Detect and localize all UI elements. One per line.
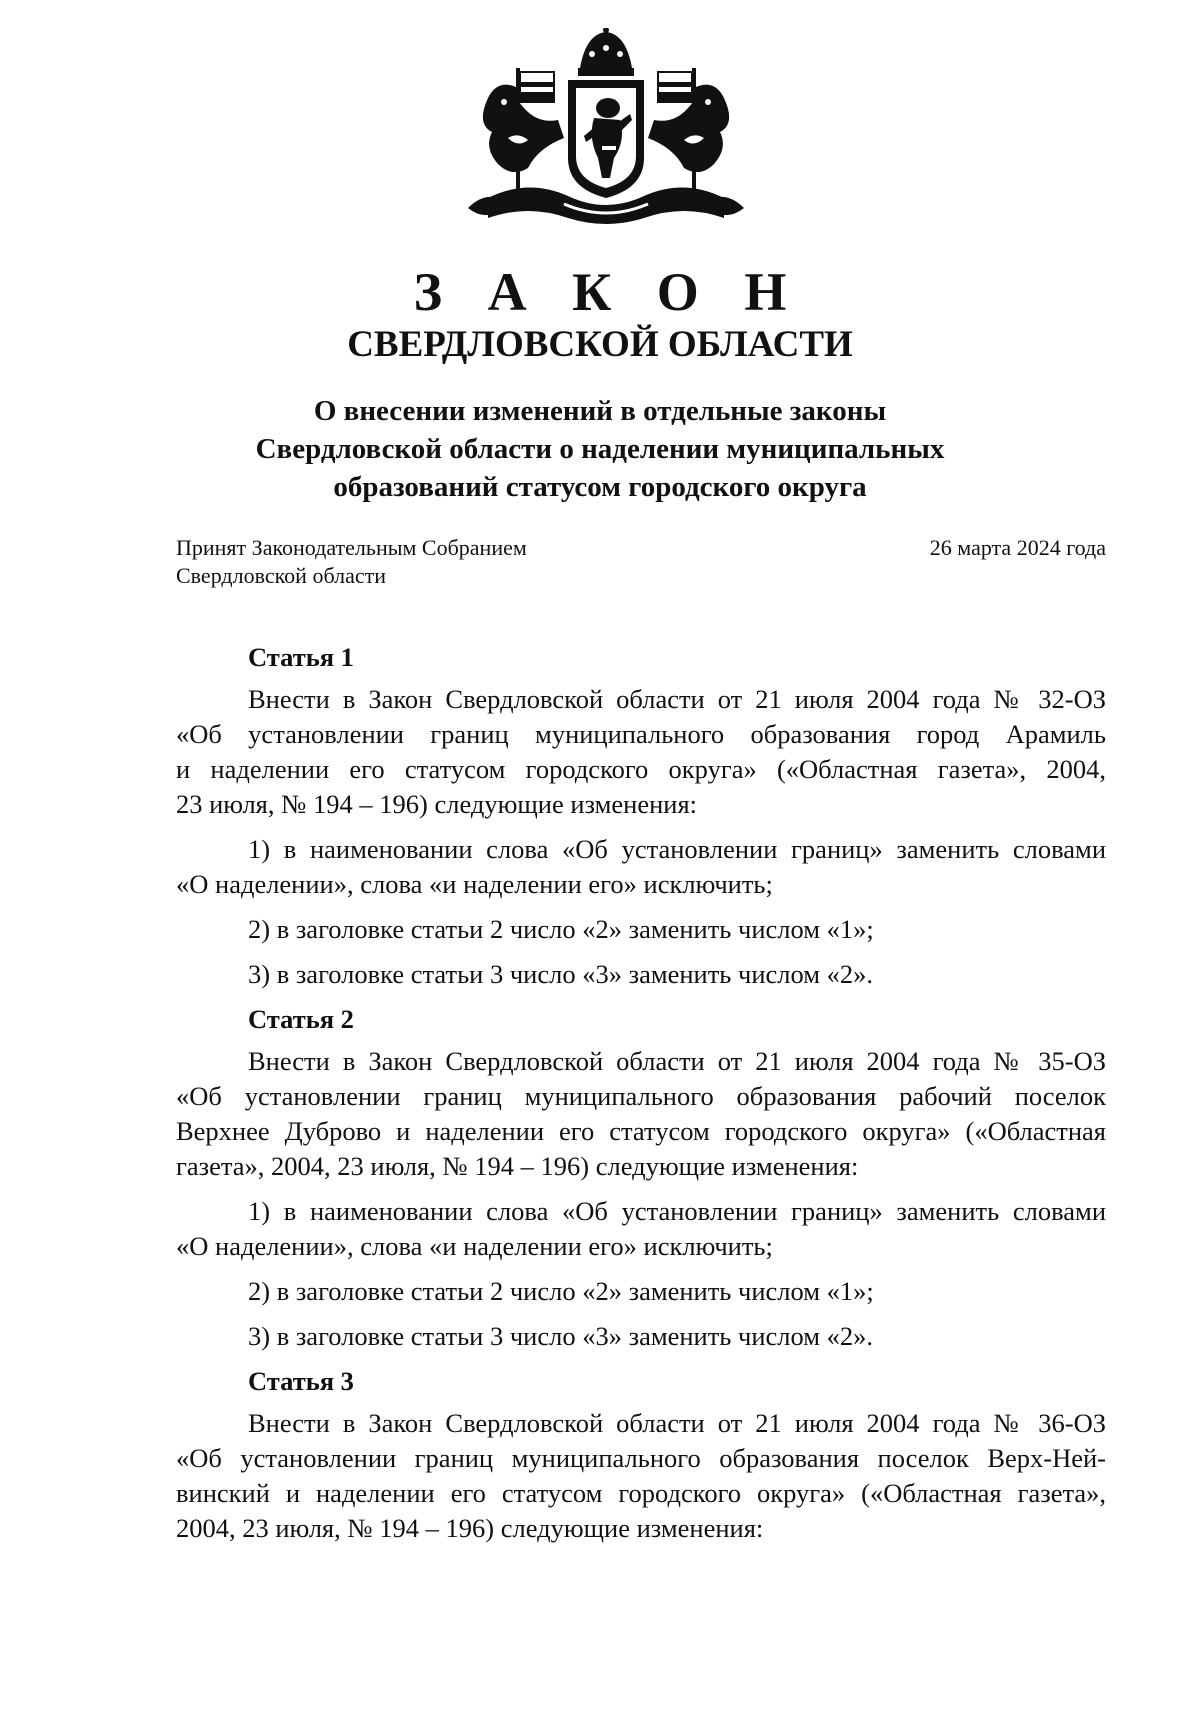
text-line: Внести в Закон Свердловской области от 21 июля 2004 года № 35-ОЗ [248, 1046, 1106, 1076]
region-subtitle: СВЕРДЛОВСКОЙ ОБЛАСТИ [347, 324, 853, 365]
text-line: 23 июля, № 194 – 196) следующие изменения: [176, 789, 698, 819]
list-item [176, 1194, 1106, 1264]
adoption-line: Принят Законодательным Собранием [176, 535, 527, 560]
text-line: и наделении его статусом городского округа» («Областная газета», 2004, [176, 754, 1106, 784]
text-line: «Об установлении границ муниципального образования город Арамиль [176, 719, 1106, 749]
text-line: 2) в заголовке статьи 2 число «2» заменить числом «1»; [248, 914, 874, 944]
law-heading-line: образований статусом городского округа [333, 471, 867, 503]
adoption-body [176, 534, 527, 590]
text-line: «Об установлении границ муниципального образования поселок Верх-Ней- [176, 1443, 1106, 1473]
document-type-title: З А К О Н [413, 262, 803, 322]
adoption-line: Свердловской области [176, 563, 386, 588]
article-intro [176, 1406, 1106, 1546]
article-intro [176, 682, 1106, 822]
article-title: Статья 1 [248, 642, 354, 672]
article-title: Статья 2 [248, 1004, 354, 1034]
law-heading [0, 392, 1200, 506]
sverdlovsk-coat-of-arms-icon [468, 28, 744, 230]
list-item [176, 957, 1106, 992]
text-line: 1) в наименовании слова «Об установлении границ» заменить словами [248, 834, 1106, 864]
text-line: Внести в Закон Свердловской области от 21 июля 2004 года № 32-ОЗ [248, 684, 1106, 714]
text-line: Верхнее Дуброво и наделении его статусом городского округа» («Областная [176, 1116, 1106, 1146]
article-intro [176, 1044, 1106, 1184]
text-line: Внести в Закон Свердловской области от 21 июля 2004 года № 36-ОЗ [248, 1408, 1106, 1438]
list-item [176, 912, 1106, 947]
text-line: 3) в заголовке статьи 3 число «3» заменить числом «2». [248, 959, 874, 989]
text-line: 2) в заголовке статьи 2 число «2» заменить числом «1»; [248, 1276, 874, 1306]
text-line: 3) в заголовке статьи 3 число «3» заменить числом «2». [248, 1321, 874, 1351]
law-body [176, 640, 1106, 1546]
text-line: «О наделении», слова «и наделении его» исключить; [176, 869, 773, 899]
list-item [176, 832, 1106, 902]
article-title: Статья 3 [248, 1366, 354, 1396]
text-line: 2004, 23 июля, № 194 – 196) следующие изменения: [176, 1513, 764, 1543]
law-heading-line: Свердловской области о наделении муниципальных [255, 433, 945, 465]
text-line: 1) в наименовании слова «Об установлении границ» заменить словами [248, 1196, 1106, 1226]
text-line: винский и наделении его статусом городского округа» («Областная газета», [176, 1478, 1106, 1508]
law-heading-line: О внесении изменений в отдельные законы [313, 395, 887, 427]
text-line: «О наделении», слова «и наделении его» исключить; [176, 1231, 773, 1261]
text-line: газета», 2004, 23 июля, № 194 – 196) следующие изменения: [176, 1151, 859, 1181]
adoption-date: 26 марта 2024 года [929, 535, 1106, 560]
list-item [176, 1274, 1106, 1309]
text-line: «Об установлении границ муниципального образования рабочий поселок [176, 1081, 1106, 1111]
list-item [176, 1319, 1106, 1354]
